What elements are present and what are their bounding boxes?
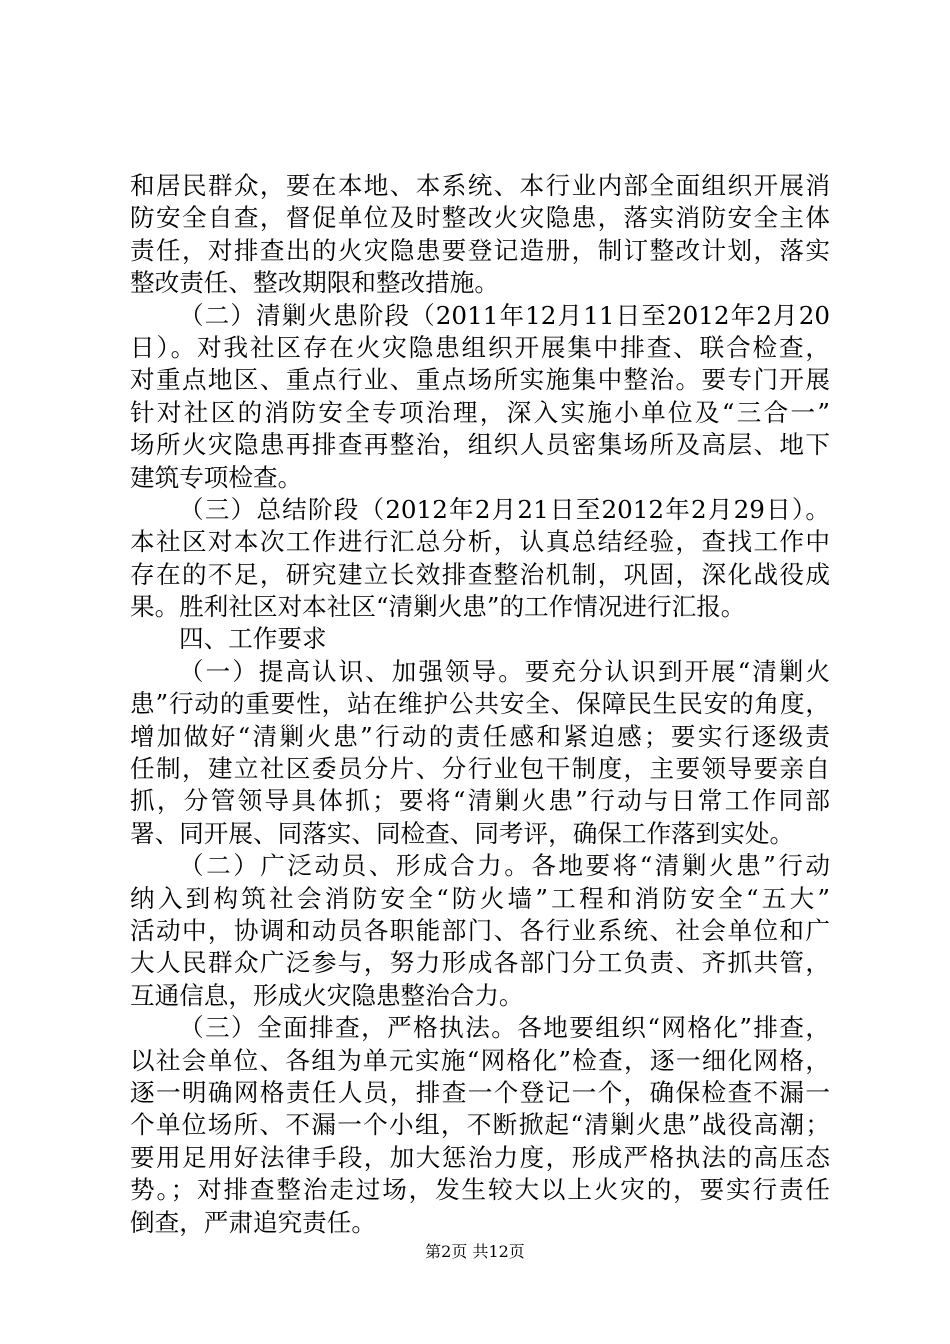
text-line: 患”行动的重要性，站在维护公共安全、保障民生民安的角度， — [130, 689, 830, 719]
text-line: 场所火灾隐患再排查再整治，组织人员密集场所及高层、地下 — [130, 430, 830, 460]
text-line: （一）提高认识、加强领导。要充分认识到开展“清剿火 — [179, 656, 830, 686]
text-line: （二）广泛动员、形成合力。各地要将“清剿火患”行动 — [179, 851, 830, 881]
text-line: （三）总结阶段（2012年2月21日至2012年2月29日）。 — [179, 494, 830, 524]
text-line: 倒查，严肃追究责任。 — [130, 1207, 376, 1237]
text-line: 任制，建立社区委员分片、分行业包干制度，主要领导要亲自 — [130, 754, 830, 784]
text-line: 存在的不足，研究建立长效排查整治机制，巩固，深化战役成 — [130, 559, 830, 589]
text-line: （三）全面排查，严格执法。各地要组织“网格化”排查， — [179, 1013, 830, 1043]
text-line: 整改责任、整改期限和整改措施。 — [130, 268, 499, 298]
document-body — [130, 170, 830, 1239]
text-line: 大人民群众广泛参与，努力形成各部门分工负责、齐抓共管， — [130, 948, 830, 978]
text-line: 日）。对我社区存在火灾隐患组织开展集中排查、联合检查， — [130, 332, 830, 362]
text-line: 活动中，协调和动员各职能部门、各行业系统、社会单位和广 — [130, 915, 830, 945]
text-line: 要用足用好法律手段，加大惩治力度，形成严格执法的高压态 — [130, 1142, 830, 1172]
text-line: 个单位场所、不漏一个小组，不断掀起“清剿火患”战役高潮； — [130, 1110, 830, 1140]
text-line: 以社会单位、各组为单元实施“网格化”检查，逐一细化网格， — [130, 1045, 830, 1075]
text-line: 互通信息，形成火灾隐患整治合力。 — [130, 980, 524, 1010]
text-line: 纳入到构筑社会消防安全“防火墙”工程和消防安全“五大” — [130, 883, 830, 913]
text-line: 逐一明确网格责任人员，排查一个登记一个，确保检查不漏一 — [130, 1077, 830, 1107]
text-line: 势。；对排查整治走过场，发生较大以上火灾的，要实行责任 — [130, 1175, 830, 1205]
text-line: 对重点地区、重点行业、重点场所实施集中整治。要专门开展 — [130, 365, 830, 395]
page-footer: 第2页 共12页 — [425, 1242, 525, 1261]
text-line: 四、工作要求 — [179, 624, 327, 654]
text-line: 针对社区的消防安全专项治理，深入实施小单位及“三合一” — [130, 397, 830, 427]
text-line: 本社区对本次工作进行汇总分析，认真总结经验，查找工作中 — [130, 527, 830, 557]
text-line: 署、同开展、同落实、同检查、同考评，确保工作落到实处。 — [130, 818, 795, 848]
text-line: 和居民群众，要在本地、本系统、本行业内部全面组织开展消 — [130, 171, 830, 200]
text-line: 抓，分管领导具体抓；要将“清剿火患”行动与日常工作同部 — [130, 786, 830, 816]
text-line: 果。胜利社区对本社区“清剿火患”的工作情况进行汇报。 — [130, 592, 746, 622]
text-line: （二）清剿火患阶段（2011年12月11日至2012年2月20 — [179, 300, 830, 330]
text-line: 增加做好“清剿火患”行动的责任感和紧迫感；要实行逐级责 — [130, 721, 830, 751]
text-line: 责任，对排查出的火灾隐患要登记造册，制订整改计划，落实 — [130, 235, 830, 265]
text-line: 防安全自查，督促单位及时整改火灾隐患，落实消防安全主体 — [130, 203, 830, 233]
text-line: 建筑专项检查。 — [130, 462, 303, 492]
